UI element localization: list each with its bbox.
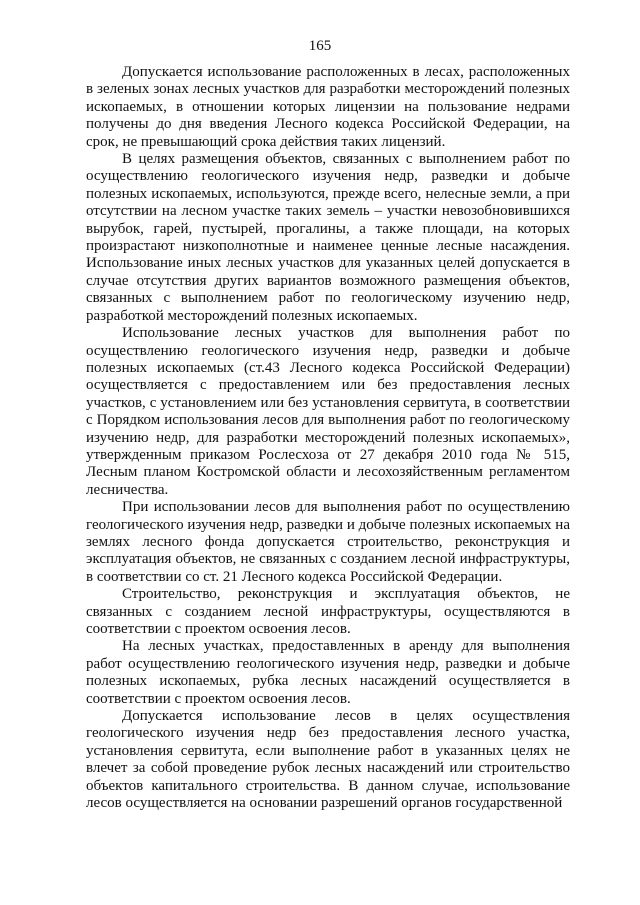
paragraph-use-without-lease: Допускается использование лесов в целях осуществления геологического изучения недр без предоставления лесного участка, установления сервитута, если выполнение работ в указанных целях не влечет за собой проведение рубок лесных насаждений или строительство объектов капитального строительства. В данном случае, использование лесов осуществляется на основании разрешений органов государственной bbox=[86, 708, 570, 812]
paragraph-land-use-procedure: Использование лесных участков для выполнения работ по осуществлению геологического изучения недр, разведки и добыче полезных ископаемых (ст.43 Лесного кодекса Российской Федерации) осуществляется с предоставлением или без предоставления лесных участков, с установлением или без установления сервитута, в соответствии с Порядком использования лесов для выполнения работ по геологическому изучению недр, для разработки месторождений полезных ископаемых», утвержденным приказом Рослесхоза от 27 декабря 2010 года № 515, Лесным планом Костромской области и лесохозяйственным регламентом лесничества. bbox=[86, 325, 570, 498]
paragraph-object-placement: В целях размещения объектов, связанных с выполнением работ по осуществлению геологического изучения недр, разведки и добыче полезных ископаемых, используются, прежде всего, нелесные земли, а при отсутствии на лесном участке таких земель – участки невозобновившихся вырубок, гарей, пустырей, прогалины, а также площади, на которых произрастают низкополнотные и наименее ценные лесные насаждения. Использование иных лесных участков для указанных целей допускается в случае отсутствия других вариантов возможного размещения объектов, связанных с выполнением работ по геологическому изучению недр, разработкой месторождений полезных ископаемых. bbox=[86, 151, 570, 324]
body-text bbox=[86, 64, 570, 812]
paragraph-construction-project: Строительство, реконструкция и эксплуатация объектов, не связанных с созданием лесной инфраструктуры, осуществляются в соответствии с проектом освоения лесов. bbox=[86, 586, 570, 637]
page-number: 165 bbox=[308, 38, 332, 54]
paragraph-construction-permitted: При использовании лесов для выполнения работ по осуществлению геологического изучения недр, разведки и добыче полезных ископаемых на землях лесного фонда допускается строительство, реконструкция и эксплуатация объектов, не связанных с созданием лесной инфраструктуры, в соответствии со ст. 21 Лесного кодекса Российской Федерации. bbox=[86, 499, 570, 585]
paragraph-mineral-deposits-leases: Допускается использование расположенных в лесах, расположенных в зеленых зонах лесных участков для разработки месторождений полезных ископаемых, в отношении которых лицензии на пользование недрами получены до дня введения Лесного кодекса Российской Федерации, на срок, не превышающий срока действия таких лицензий. bbox=[86, 64, 570, 150]
paragraph-leased-plots-felling: На лесных участках, предоставленных в аренду для выполнения работ осуществлению геологического изучения недр, разведки и добыче полезных ископаемых, рубка лесных насаждений осуществляется в соответствии с проектом освоения лесов. bbox=[86, 638, 570, 707]
